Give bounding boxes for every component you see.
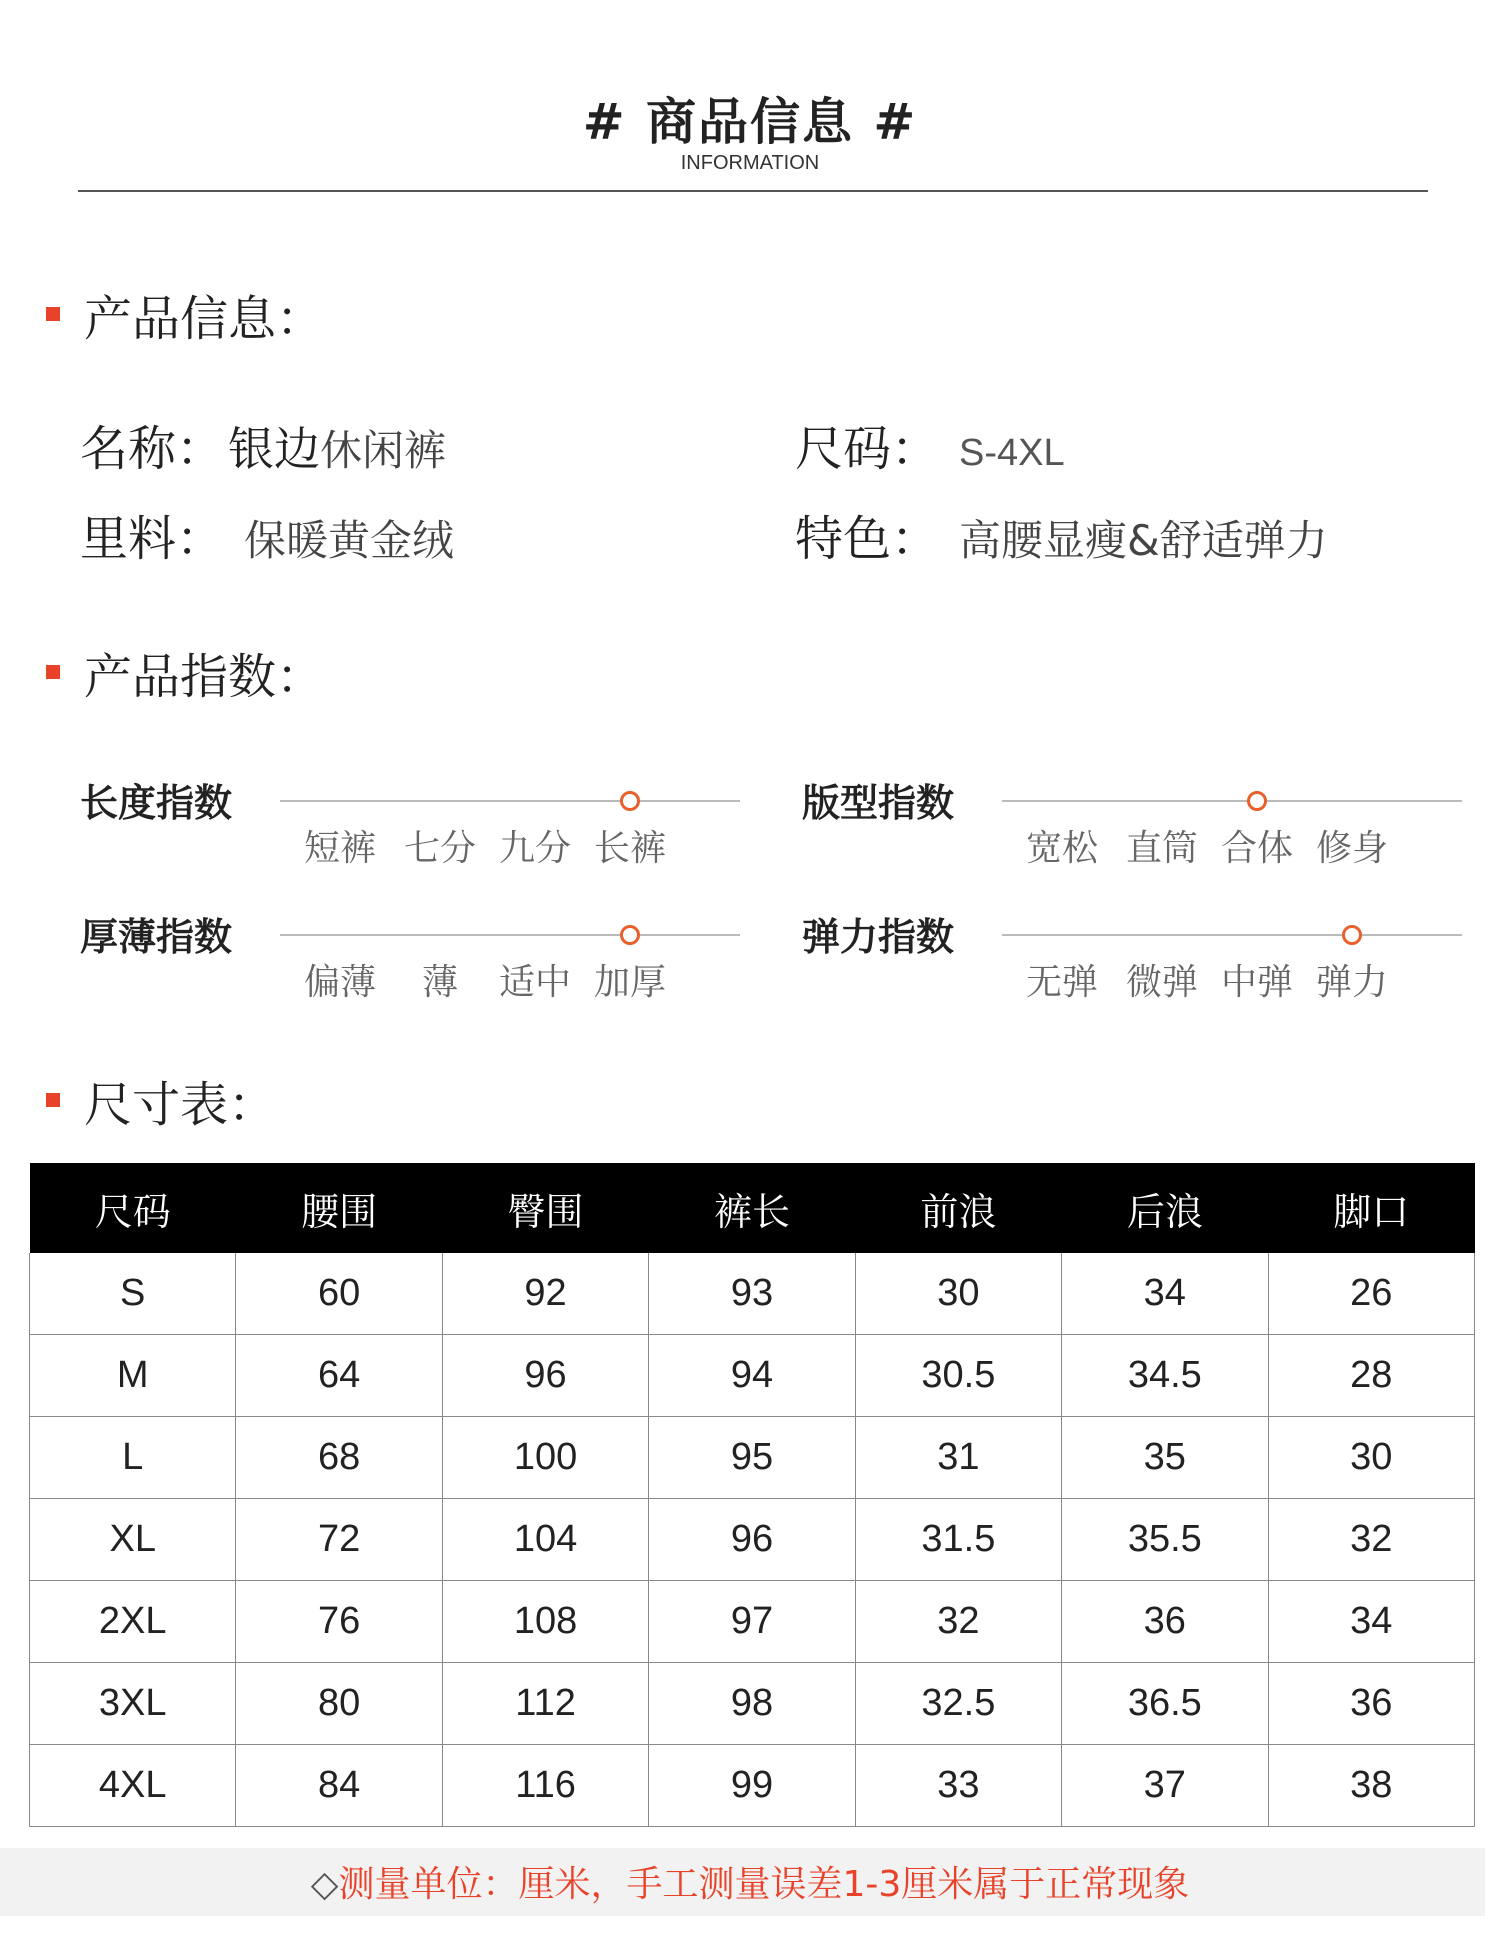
index-option: 长裤 [593,828,666,869]
index-option: 加厚 [593,962,666,1003]
index-marker-icon [1247,791,1267,811]
table-cell: 38 [1268,1745,1474,1827]
section-heading-size [46,1070,277,1133]
index-marker-icon [620,925,640,945]
index-thickness [80,906,780,1006]
index-option: 适中 [498,962,571,1003]
table-cell: 100 [442,1417,648,1499]
square-bullet-icon [46,1093,60,1107]
index-length [80,772,780,872]
page-title: # 商品信息 # [582,93,918,151]
table-cell: 96 [442,1335,648,1417]
table-header-row [30,1163,1475,1253]
info-key: 尺码： [795,421,940,477]
table-cell: 95 [649,1417,855,1499]
index-option: 微弹 [1125,962,1198,1003]
table-cell: 26 [1268,1253,1474,1335]
table-row [30,1335,1475,1417]
table-cell: 72 [236,1499,442,1581]
info-feature [795,500,1328,570]
index-marker-icon [620,791,640,811]
table-cell: 84 [236,1745,442,1827]
column-header: 前浪 [855,1163,1061,1253]
table-cell: 30.5 [855,1335,1061,1417]
column-header: 尺码 [30,1163,236,1253]
page-subtitle: INFORMATION [680,152,820,174]
index-title: 厚薄指数 [80,915,233,959]
table-cell: 31 [855,1417,1061,1499]
size-table [29,1163,1475,1827]
info-value: 保暖黄金绒 [244,516,455,565]
index-option: 弹力 [1315,962,1388,1003]
column-header: 后浪 [1062,1163,1268,1253]
table-cell: 36 [1062,1581,1268,1663]
info-key: 特色： [795,511,940,567]
table-cell: 34.5 [1062,1335,1268,1417]
table-cell: M [30,1335,236,1417]
section-title: 尺寸表： [84,1076,277,1133]
index-title: 长度指数 [80,781,233,825]
table-row [30,1745,1475,1827]
index-option: 合体 [1220,828,1293,869]
table-cell: 28 [1268,1335,1474,1417]
table-cell: 32.5 [855,1663,1061,1745]
table-cell: 112 [442,1663,648,1745]
index-option: 七分 [403,828,476,869]
header-divider [78,190,1428,192]
column-header: 脚口 [1268,1163,1474,1253]
square-bullet-icon [46,665,60,679]
table-cell: 37 [1062,1745,1268,1827]
table-cell: 99 [649,1745,855,1827]
footer-note-text: 测量单位：厘米，手工测量误差1-3厘米属于正常现象 [338,1864,1190,1905]
index-option: 短裤 [303,828,376,869]
table-row [30,1581,1475,1663]
index-option: 偏薄 [303,962,376,1003]
info-lining [80,500,454,570]
index-title: 版型指数 [802,781,955,825]
table-cell: S [30,1253,236,1335]
table-cell: 36 [1268,1663,1474,1745]
index-track [280,800,740,802]
table-cell: 35.5 [1062,1499,1268,1581]
section-heading-info [46,284,325,347]
table-row [30,1417,1475,1499]
table-cell: 97 [649,1581,855,1663]
table-cell: 116 [442,1745,648,1827]
column-header: 裤长 [649,1163,855,1253]
table-cell: 76 [236,1581,442,1663]
table-cell: XL [30,1499,236,1581]
table-cell: 3XL [30,1663,236,1745]
index-option: 九分 [498,828,571,869]
table-cell: 64 [236,1335,442,1417]
info-value-bold: 银边 [228,422,321,476]
table-cell: 94 [649,1335,855,1417]
table-cell: 31.5 [855,1499,1061,1581]
index-fit [802,772,1500,872]
index-track [280,934,740,936]
table-row [30,1663,1475,1745]
section-title: 产品信息： [84,290,325,347]
index-option: 无弹 [1025,962,1098,1003]
table-cell: 34 [1268,1581,1474,1663]
table-cell: 35 [1062,1417,1268,1499]
table-cell: 4XL [30,1745,236,1827]
table-cell: 80 [236,1663,442,1745]
section-title: 产品指数： [84,648,325,705]
table-cell: 32 [1268,1499,1474,1581]
table-cell: 2XL [30,1581,236,1663]
info-value: S-4XL [959,432,1065,474]
square-bullet-icon [46,307,60,321]
column-header: 腰围 [236,1163,442,1253]
table-row [30,1253,1475,1335]
index-option: 薄 [421,962,458,1003]
table-cell: 30 [855,1253,1061,1335]
table-cell: 108 [442,1581,648,1663]
index-elasticity [802,906,1500,1006]
table-cell: 60 [236,1253,442,1335]
index-title: 弹力指数 [802,915,955,959]
table-cell: 96 [649,1499,855,1581]
index-track [1002,934,1462,936]
column-header: 臀围 [442,1163,648,1253]
table-cell: 93 [649,1253,855,1335]
table-cell: 32 [855,1581,1061,1663]
table-cell: 34 [1062,1253,1268,1335]
table-cell: 36.5 [1062,1663,1268,1745]
index-option: 直筒 [1125,828,1198,869]
info-size [795,410,1065,480]
info-value: 高腰显瘦&舒适弹力 [959,516,1328,565]
table-cell: 68 [236,1417,442,1499]
table-cell: 30 [1268,1417,1474,1499]
info-key: 里料： [80,511,225,567]
table-cell: 92 [442,1253,648,1335]
table-row [30,1499,1475,1581]
index-track [1002,800,1462,802]
info-value: 休闲裤 [320,426,447,475]
footer-note [0,1856,1500,1907]
index-marker-icon [1342,925,1362,945]
table-cell: 104 [442,1499,648,1581]
info-name [80,410,446,480]
table-cell: L [30,1417,236,1499]
diamond-icon: ◇ [310,1864,339,1905]
info-key: 名称： [80,421,225,477]
section-heading-index [46,642,325,705]
index-option: 中弹 [1220,962,1293,1003]
index-option: 修身 [1315,828,1388,869]
table-cell: 33 [855,1745,1061,1827]
table-cell: 98 [649,1663,855,1745]
index-option: 宽松 [1025,828,1098,869]
